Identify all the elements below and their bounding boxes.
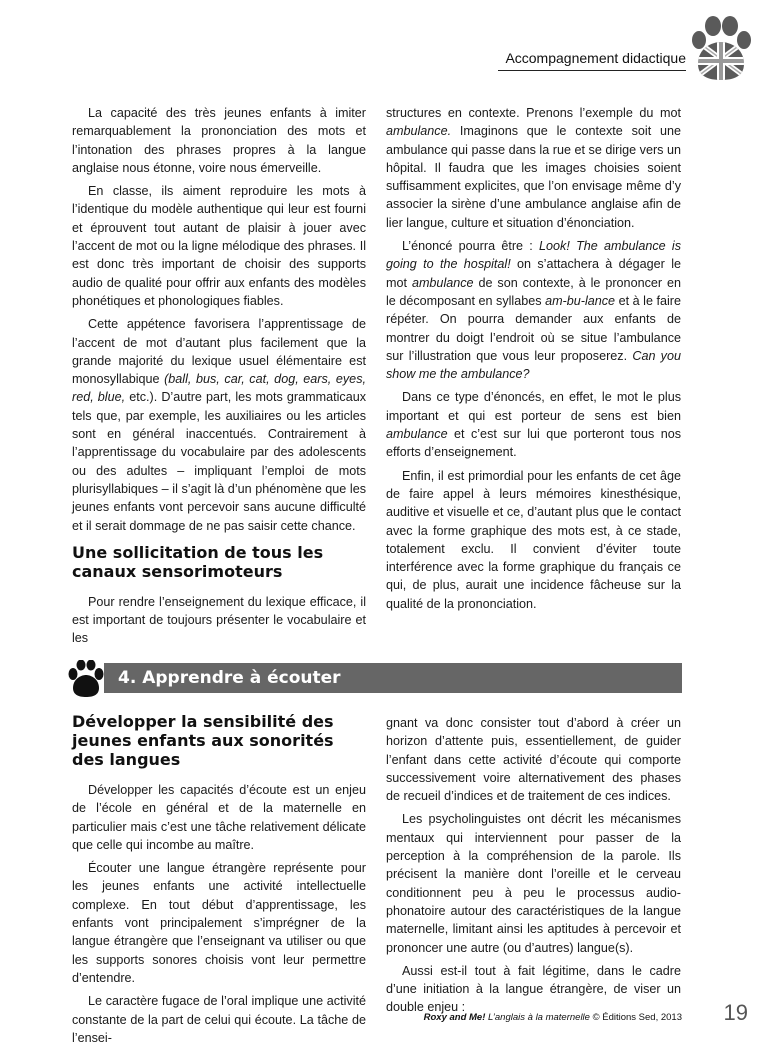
paragraph: L’énoncé pourra être : Look! The ambulance is going to the hospital! on s’attachera à dégager le mot ambulance de son contexte, à le prononcer en le décomposant en syllabes am-bu-lance et à le faire répéter. On pourra demander aux enfants de montrer du doigt l’endroit où se situe l’ambulance sur l’illustration que vous leur proposerez. Can you show me the ambulance? [386,239,682,382]
paragraph: structures en contexte. Prenons l’exemple du mot ambulance. Imaginons que le contexte soit une ambulance qui passe dans la rue et se dirige vers un hôpital. Il faudra que les images choisies soient suffisamment explicites, que l’on envisage même d’y associer la sirène d’une ambulance anglaise afin de lier langue, culture et situation d’énonciation. [386,106,681,230]
column-2 [386,104,681,618]
paragraph: En classe, ils aiment reproduire les mots à l’identique du modèle authentique qui leur est fourni et éprouvent tout autant de plaisir à jouer avec l’accent de mot ou la ligne mélodique des phrases. Il est donc très important de choisir des supports audio de qualité pour offrir aux enfants des modèles phonétiques et phonologiques fiables. [72,184,366,308]
paragraph: Cette appétence favorisera l’apprentissage de l’accent de mot d’autant plus facilement que la grande majorité du lexique usuel élémentaire est monosyllabique (ball, bus, car, cat, dog, ears, eyes, red, blue, etc.). D’autre part, les mots grammaticaux tels que, par exemple, les auxiliaires ou les articles sont en général inaccentués. Contrairement à l’apprentissage du vocabulaire par des adolescents ou des adultes – impliquant l’emploi de mots plurisyllabiques – il s’agit là d’un phénomène que les jeunes enfants vont percevoir sans aucune difficulté et il serait dommage de ne pas saisir cette chance. [72,317,366,533]
header-rule [498,70,686,71]
column-4 [386,714,681,1022]
paw-flag-icon [690,16,752,82]
footer-credit: Roxy and Me! L’anglais à la maternelle © Éditions Sed, 2013 [423,1012,682,1023]
subheading: Développer la sensibilité des jeunes enfants aux sonorités des langues [72,712,334,769]
paragraph: Les psycholinguistes ont décrit les mécanismes mentaux qui interviennent pour passer de la perception à la compréhension de la parole. Ils précisent la manière dont l’oreille et le cerveau conditionnent peu à peu le processus audio-phonatoire autour des caractéristiques de la langue maternelle, limitant ainsi les aptitudes à percevoir et prononcer une autre (ou d’autres) langue(s). [386,812,681,955]
paw-icon [68,660,104,698]
paragraph: La capacité des très jeunes enfants à imiter remarquablement la prononciation des mots et l’intonation des phrases propres à la langue anglaise nous étonne, voire nous émerveille. [72,106,366,175]
subheading: Une sollicitation de tous les canaux sensorimoteurs [72,542,324,581]
paragraph: Écouter une langue étrangère représente pour les jeunes enfants une activité intellectuelle complexe. En tout début d’apprentissage, les enfants vont principalement s’imprégner de la langue étrangère que l’enseignant va utiliser ou que les supports sonores choisis vont leur permettre d’entendre. [72,861,366,985]
paragraph: Enfin, il est primordial pour les enfants de cet âge de faire appel à leurs mémoires kinesthésique, auditive et visuelle et ce, d’autant plus que le contact avec la forme graphique des mots est, à ce stade, totalement exclu. Il convient d’éviter toute interférence avec la forme graphique du français ce qui, de plus, aurait une incidence fâcheuse sur la qualité de la prononciation. [386,468,681,611]
paragraph: gnant va donc consister tout d’abord à créer un horizon d’attente puis, essentiellement, de guider l’enfant dans cette activité d’écoute qui comporte successivement voire alternativement des phases de recueil d’indices et de traitement de ces indices. [386,716,681,804]
running-header: Accompagnement didactique [505,50,686,66]
section-title: 4. Apprendre à écouter [118,668,341,688]
section-title-bar [104,663,682,693]
paragraph: Pour rendre l’enseignement du lexique efficace, il est important de toujours présenter le vocabulaire et les [72,594,366,646]
page-number: 19 [723,1000,748,1025]
paragraph: Dans ce type d’énoncés, en effet, le mot le plus important et qui est porteur de sens est bien ambulance et c’est sur lui que porteront tous nos efforts d’enseignement. [386,390,681,460]
column-3 [72,712,366,1052]
paragraph: Développer les capacités d’écoute est un enjeu de l’école en général et de la maternelle en particulier mais c’est une tâche relativement délicate que celle qui incombe au maître. [72,783,366,852]
paragraph: Aussi est-il tout à fait légitime, dans le cadre d’une initiation à la langue étrangère, de viser un double enjeu : [386,963,681,1015]
column-1 [72,104,366,653]
paragraph: Le caractère fugace de l’oral implique une activité constante de la part de celui qui écoute. La tâche de l’ensei- [72,994,366,1045]
